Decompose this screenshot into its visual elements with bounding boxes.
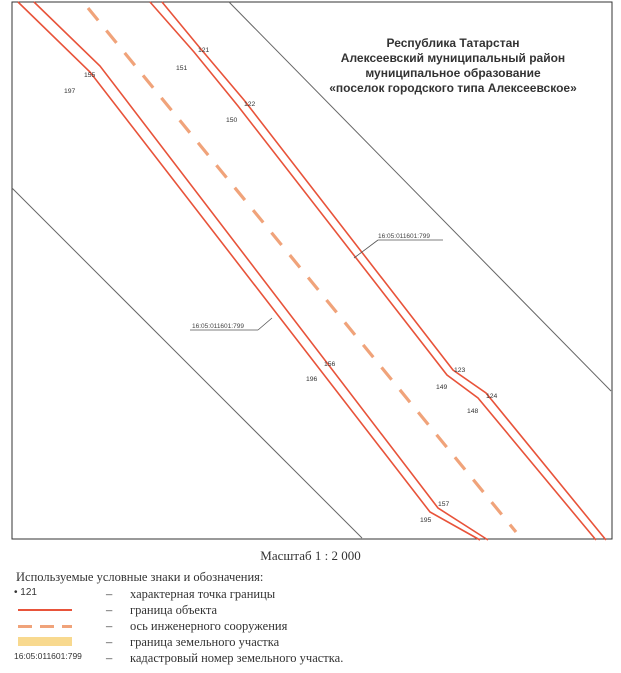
legend-dash: – — [106, 603, 113, 617]
point-label-124: 124 — [486, 393, 498, 400]
scale-label: Масштаб 1 : 2 000 — [260, 548, 361, 563]
point-label-148: 148 — [467, 408, 479, 415]
point-label-123: 123 — [454, 367, 466, 374]
legend-label-cadastral: кадастровый номер земельного участка. — [130, 651, 344, 665]
cadastral-leader-lower-tick — [258, 318, 272, 330]
legend-label-axis: ось инженерного сооружения — [130, 619, 288, 633]
legend-item-axis — [10, 619, 610, 633]
point-label-122: 122 — [244, 101, 256, 108]
legend-item-cadastral — [10, 651, 610, 665]
legend-label-point: характерная точка границы — [130, 587, 276, 601]
cadastral-label-upper: 16:05:011601:799 — [378, 233, 430, 240]
title-line-3: муниципальное образование — [365, 66, 541, 80]
point-label-196: 196 — [306, 376, 318, 383]
map-title — [322, 36, 584, 96]
point-label-150: 150 — [226, 117, 238, 124]
title-line-2: Алексеевский муниципальный район — [340, 51, 566, 65]
legend-label-parcel: граница земельного участка — [130, 635, 280, 649]
legend-axis-symbol — [14, 619, 70, 633]
legend-item-point — [10, 587, 610, 601]
point-label-156: 156 — [324, 361, 336, 368]
point-label-155: 155 — [84, 72, 96, 79]
point-label-197: 197 — [64, 88, 76, 95]
parcel-boundary-left — [12, 188, 362, 538]
legend-cadastral-symbol: 16:05:011601:799 — [14, 651, 82, 661]
point-label-195: 195 — [420, 517, 432, 524]
legend-dash: – — [106, 587, 113, 601]
point-label-151: 151 — [176, 65, 188, 72]
legend-label-object-boundary: граница объекта — [130, 603, 218, 617]
point-label-121: 121 — [198, 47, 210, 54]
title-line-4: «поселок городского типа Алексеевское» — [329, 81, 577, 95]
legend-point-symbol: • 121 — [14, 587, 37, 598]
legend-title: Используемые условные знаки и обозначения: — [16, 570, 264, 584]
legend-item-parcel — [10, 635, 610, 649]
title-line-1: Республика Татарстан — [386, 36, 520, 50]
legend-dash: – — [106, 651, 113, 665]
legend-dash: – — [106, 619, 113, 633]
legend-parcel-symbol — [14, 635, 70, 649]
cadastral-label-lower: 16:05:011601:799 — [192, 323, 244, 330]
legend-object-boundary-symbol — [14, 603, 70, 617]
cadastral-leader-upper-tick — [354, 240, 378, 258]
legend-dash: – — [106, 635, 113, 649]
point-label-157: 157 — [438, 501, 450, 508]
point-label-149: 149 — [436, 384, 448, 391]
legend-item-object-boundary — [10, 603, 610, 617]
